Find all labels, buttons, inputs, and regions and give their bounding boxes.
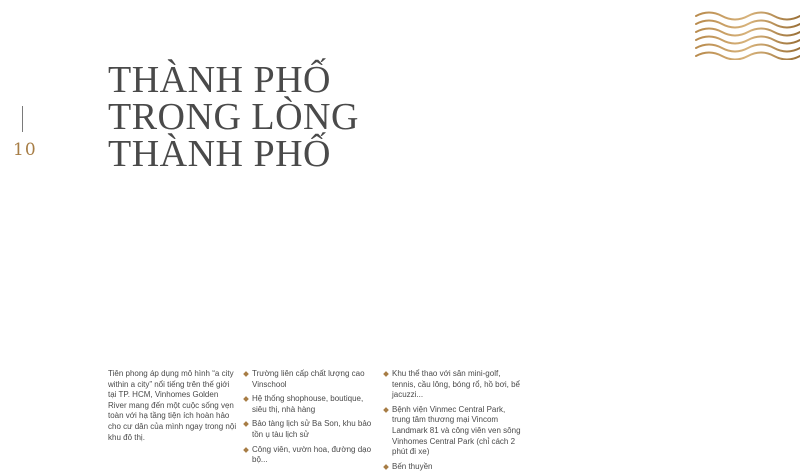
amenities-list-column-2 — [384, 369, 522, 476]
title-line-3: THÀNH PHỐ — [108, 133, 331, 175]
list-item-text: Bảo tàng lịch sử Ba Son, khu bảo tồn ụ tàu lịch sử — [252, 419, 372, 439]
list-item — [244, 419, 378, 440]
wave-lines-icon — [694, 8, 800, 60]
amenities-list-column-1 — [244, 369, 378, 470]
list-item — [384, 462, 522, 473]
list-item-text: Hệ thống shophouse, boutique, siêu thị, nhà hàng — [252, 394, 364, 414]
page-number-divider — [22, 106, 23, 132]
list-item — [244, 445, 378, 466]
title-line-1: THÀNH PHỐ — [108, 59, 331, 101]
page-title — [108, 59, 359, 175]
diamond-bullet-icon — [383, 371, 389, 377]
diamond-bullet-icon — [383, 407, 389, 413]
diamond-bullet-icon — [383, 464, 389, 470]
list-item-text: Khu thể thao với sân mini-golf, tennis, cầu lông, bóng rổ, hồ bơi, bể jacuzzi... — [392, 369, 520, 400]
list-item-text: Bến thuyền — [392, 461, 433, 471]
page-number: 10 — [13, 140, 37, 160]
list-item-text: Bệnh viện Vinmec Central Park, trung tâm thương mại Vincom Landmark 81 và công viên ven sông Vinhomes Central Park (chỉ cách 2 phút đi xe) — [392, 404, 521, 457]
intro-paragraph: Tiên phong áp dụng mô hình “a city within a city” nổi tiếng trên thế giới tại TP. HCM, Vinhomes Golden River mang đến một cuộc sống vẹn toàn với hạ tầng tiện ích hoàn hảo cho cư dân của mình ngay trong nội khu đô thị. — [108, 369, 237, 442]
diamond-bullet-icon — [243, 371, 249, 377]
list-item — [244, 394, 378, 415]
title-line-2: TRONG LÒNG — [108, 96, 359, 138]
diamond-bullet-icon — [243, 447, 249, 453]
list-item — [384, 405, 522, 458]
list-item — [244, 369, 378, 390]
list-item-text: Công viên, vườn hoa, đường dạo bộ... — [252, 444, 372, 465]
list-item-text: Trường liên cấp chất lượng cao Vinschool — [252, 369, 365, 389]
diamond-bullet-icon — [243, 396, 249, 402]
list-item — [384, 369, 522, 401]
diamond-bullet-icon — [243, 422, 249, 428]
